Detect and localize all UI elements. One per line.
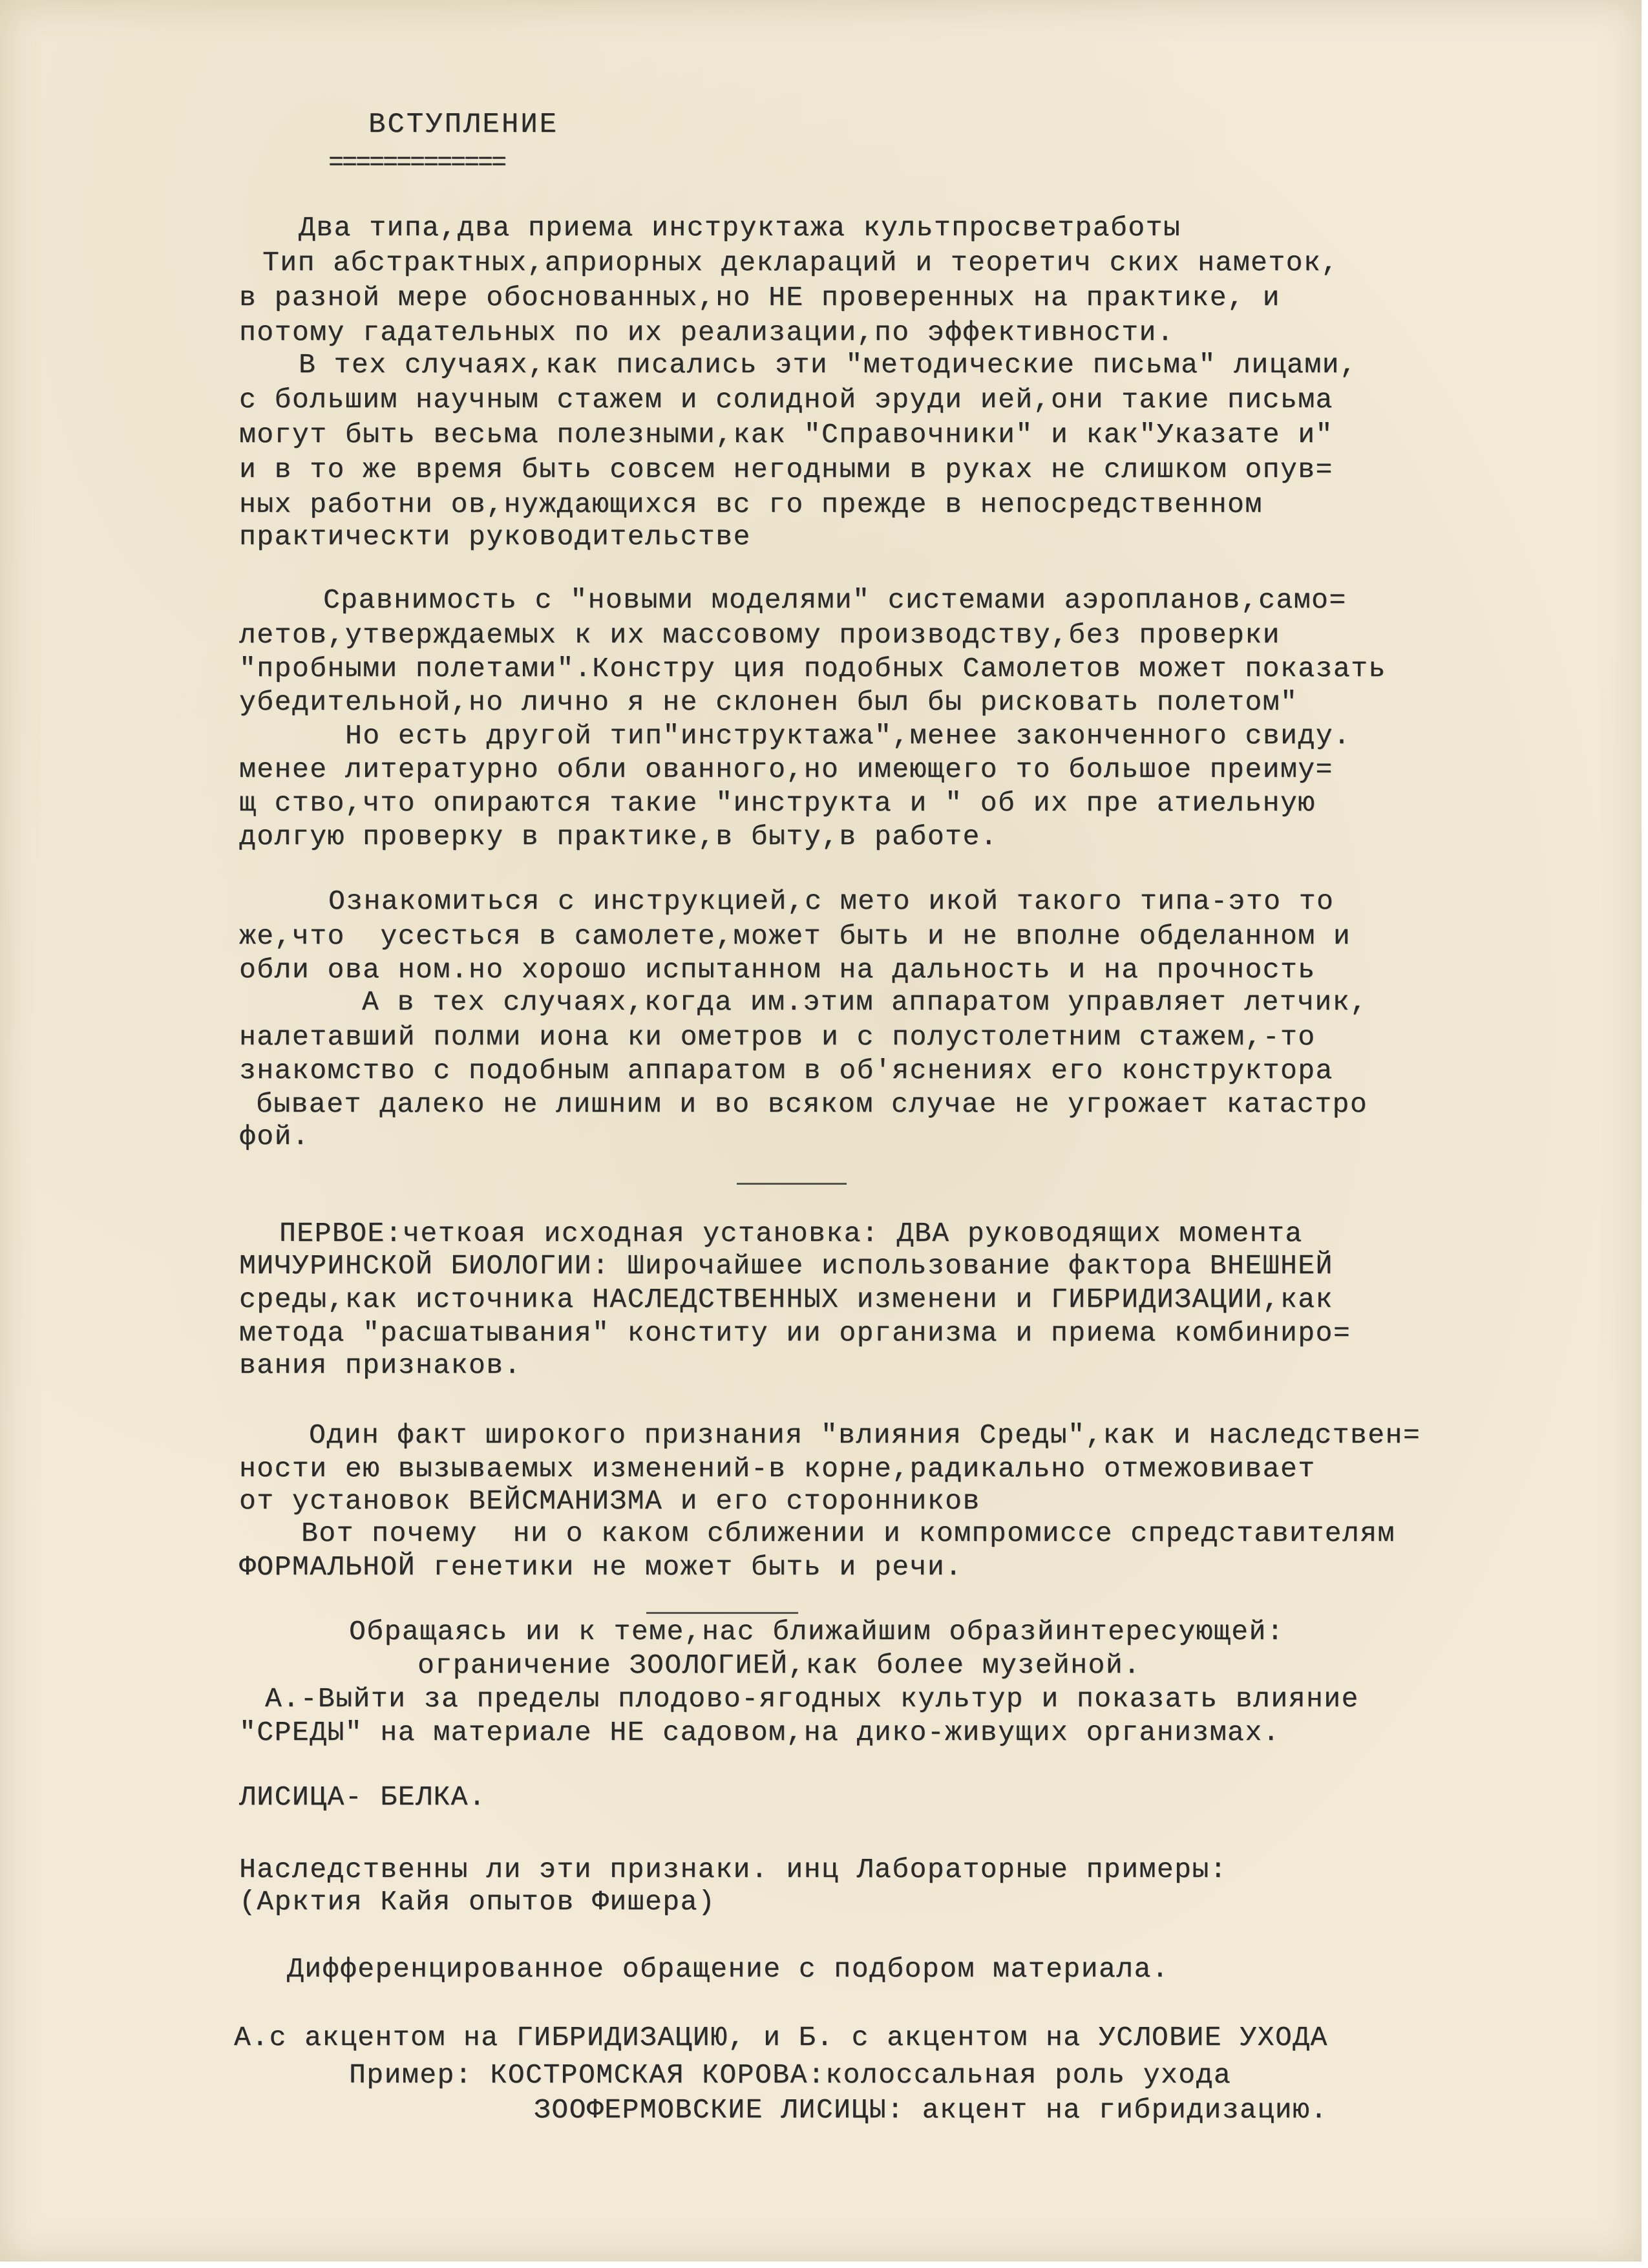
text-line: с большим научным стажем и солидной эруди ией,они такие письма bbox=[239, 384, 1333, 416]
section-divider bbox=[737, 1183, 847, 1185]
text-line: практическти руководительстве bbox=[239, 521, 751, 553]
text-line: Обращаясь ии к теме,нас ближайшим образйинтересующей: bbox=[349, 1616, 1285, 1648]
text-line: летов,утверждаемых к их массовому производству,без проверки bbox=[239, 619, 1280, 651]
text-line: А в тех случаях,когда им.этим аппаратом управляет летчик, bbox=[362, 986, 1368, 1018]
text-line: бывает далеко не лишним и во всяком случае не угрожает катастро bbox=[256, 1088, 1368, 1120]
text-line: менее литературно обли ованного,но имеющего то большое преиму= bbox=[239, 754, 1333, 785]
text-line: ных работни ов,нуждающихся вс го прежде в непосредственном bbox=[239, 489, 1263, 520]
text-line: (Арктия Кайя опытов Фишера) bbox=[239, 1886, 716, 1918]
text-line: Наследственны ли эти признаки. инц Лабораторные примеры: bbox=[239, 1854, 1228, 1885]
text-line: могут быть весьма полезными,как "Справочники" и как"Указате и" bbox=[239, 419, 1333, 450]
text-line: ЛИСИЦА- БЕЛКА. bbox=[239, 1781, 487, 1813]
text-line: А.-Выйти за пределы плодово-ягодных культур и показать влияние bbox=[265, 1683, 1359, 1715]
text-line: щ ство,что опираются такие "инструкта и " об их пре атиельную bbox=[239, 787, 1316, 819]
text-line: Ознакомиться с инструкцией,с мето икой такого типа-это то bbox=[328, 885, 1335, 917]
text-line: долгую проверку в практике,в быту,в работе. bbox=[239, 821, 998, 853]
text-line: ФОРМАЛЬНОЙ генетики не может быть и речи. bbox=[239, 1551, 963, 1583]
text-line: фой. bbox=[239, 1121, 310, 1152]
text-line: Сравнимость с "новыми моделями" системами аэропланов,само= bbox=[323, 584, 1347, 616]
text-line: ограничение ЗООЛОГИЕЙ,как более музейной. bbox=[417, 1649, 1141, 1681]
text-line: среды,как источника НАСЛЕДСТВЕННЫХ изменени и ГИБРИДИЗАЦИИ,как bbox=[239, 1284, 1333, 1315]
text-line: обли ова ном.но хорошо испытанном на дальность и на прочность bbox=[239, 954, 1316, 986]
text-line: В тех случаях,как писались эти "методические письма" лицами, bbox=[299, 349, 1358, 381]
text-line: убедительной,но лично я не склонен был бы рисковать полетом" bbox=[239, 686, 1298, 718]
text-line: А.с акцентом на ГИБРИДИЗАЦИЮ, и Б. с акцентом на УСЛОВИЕ УХОДА bbox=[234, 2022, 1328, 2053]
section-divider bbox=[646, 1612, 798, 1614]
document-title: ВСТУПЛЕНИЕ bbox=[368, 109, 559, 141]
text-line: потому гадательных по их реализации,по эффективности. bbox=[239, 317, 1175, 348]
text-line: и в то же время быть совсем негодными в руках не слишком опув= bbox=[239, 454, 1333, 485]
text-line: Пример: КОСТРОМСКАЯ КОРОВА:колоссальная роль ухода bbox=[349, 2059, 1232, 2091]
text-line: "СРЕДЫ" на материале НЕ садовом,на дико-живущих организмах. bbox=[239, 1717, 1280, 1748]
text-line: налетавший полми иона ки ометров и с полустолетним стажем,-то bbox=[239, 1021, 1316, 1053]
text-line: МИЧУРИНСКОЙ БИОЛОГИИ: Широчайшее использование фактора ВНЕШНЕЙ bbox=[239, 1250, 1333, 1282]
text-line: метода "расшатывания" конститу ии организма и приема комбиниро= bbox=[239, 1317, 1351, 1349]
title-underline: ============= bbox=[328, 149, 505, 178]
text-line: ЗООФЕРМОВСКИЕ ЛИСИЦЫ: акцент на гибридизацию. bbox=[534, 2094, 1328, 2126]
text-line: от установок ВЕЙСМАНИЗМА и его сторонников bbox=[239, 1485, 980, 1517]
text-line: ПЕРВОЕ:четкоая исходная установка: ДВА руководящих момента bbox=[279, 1218, 1303, 1249]
text-line: же,что усесться в самолете,может быть и не вполне обделанном и bbox=[239, 920, 1351, 952]
text-line: "пробными полетами".Констру ция подобных Самолетов может показать bbox=[239, 653, 1386, 684]
text-line: Два типа,два приема инструктажа культпросветработы bbox=[299, 212, 1181, 244]
text-line: знакомство с подобным аппаратом в об'яснениях его конструктора bbox=[239, 1055, 1333, 1086]
text-line: Вот почему ни о каком сближении и компромиссе спредставителям bbox=[301, 1518, 1395, 1549]
text-line: в разной мере обоснованных,но НЕ проверенных на практике, и bbox=[239, 282, 1280, 313]
text-line: Дифференцированное обращение с подбором материала. bbox=[287, 1953, 1170, 1985]
text-line: Один факт широкого признания "влияния Среды",как и наследствен= bbox=[309, 1419, 1421, 1451]
text-line: вания признаков. bbox=[239, 1350, 522, 1381]
text-line: Но есть другой тип"инструктажа",менее законченного свиду. bbox=[345, 720, 1351, 752]
text-line: ности ею вызываемых изменений-в корне,радикально отмежовивает bbox=[239, 1453, 1316, 1485]
text-line: Тип абстрактных,априорных деклараций и теоретич ских наметок, bbox=[262, 247, 1339, 279]
